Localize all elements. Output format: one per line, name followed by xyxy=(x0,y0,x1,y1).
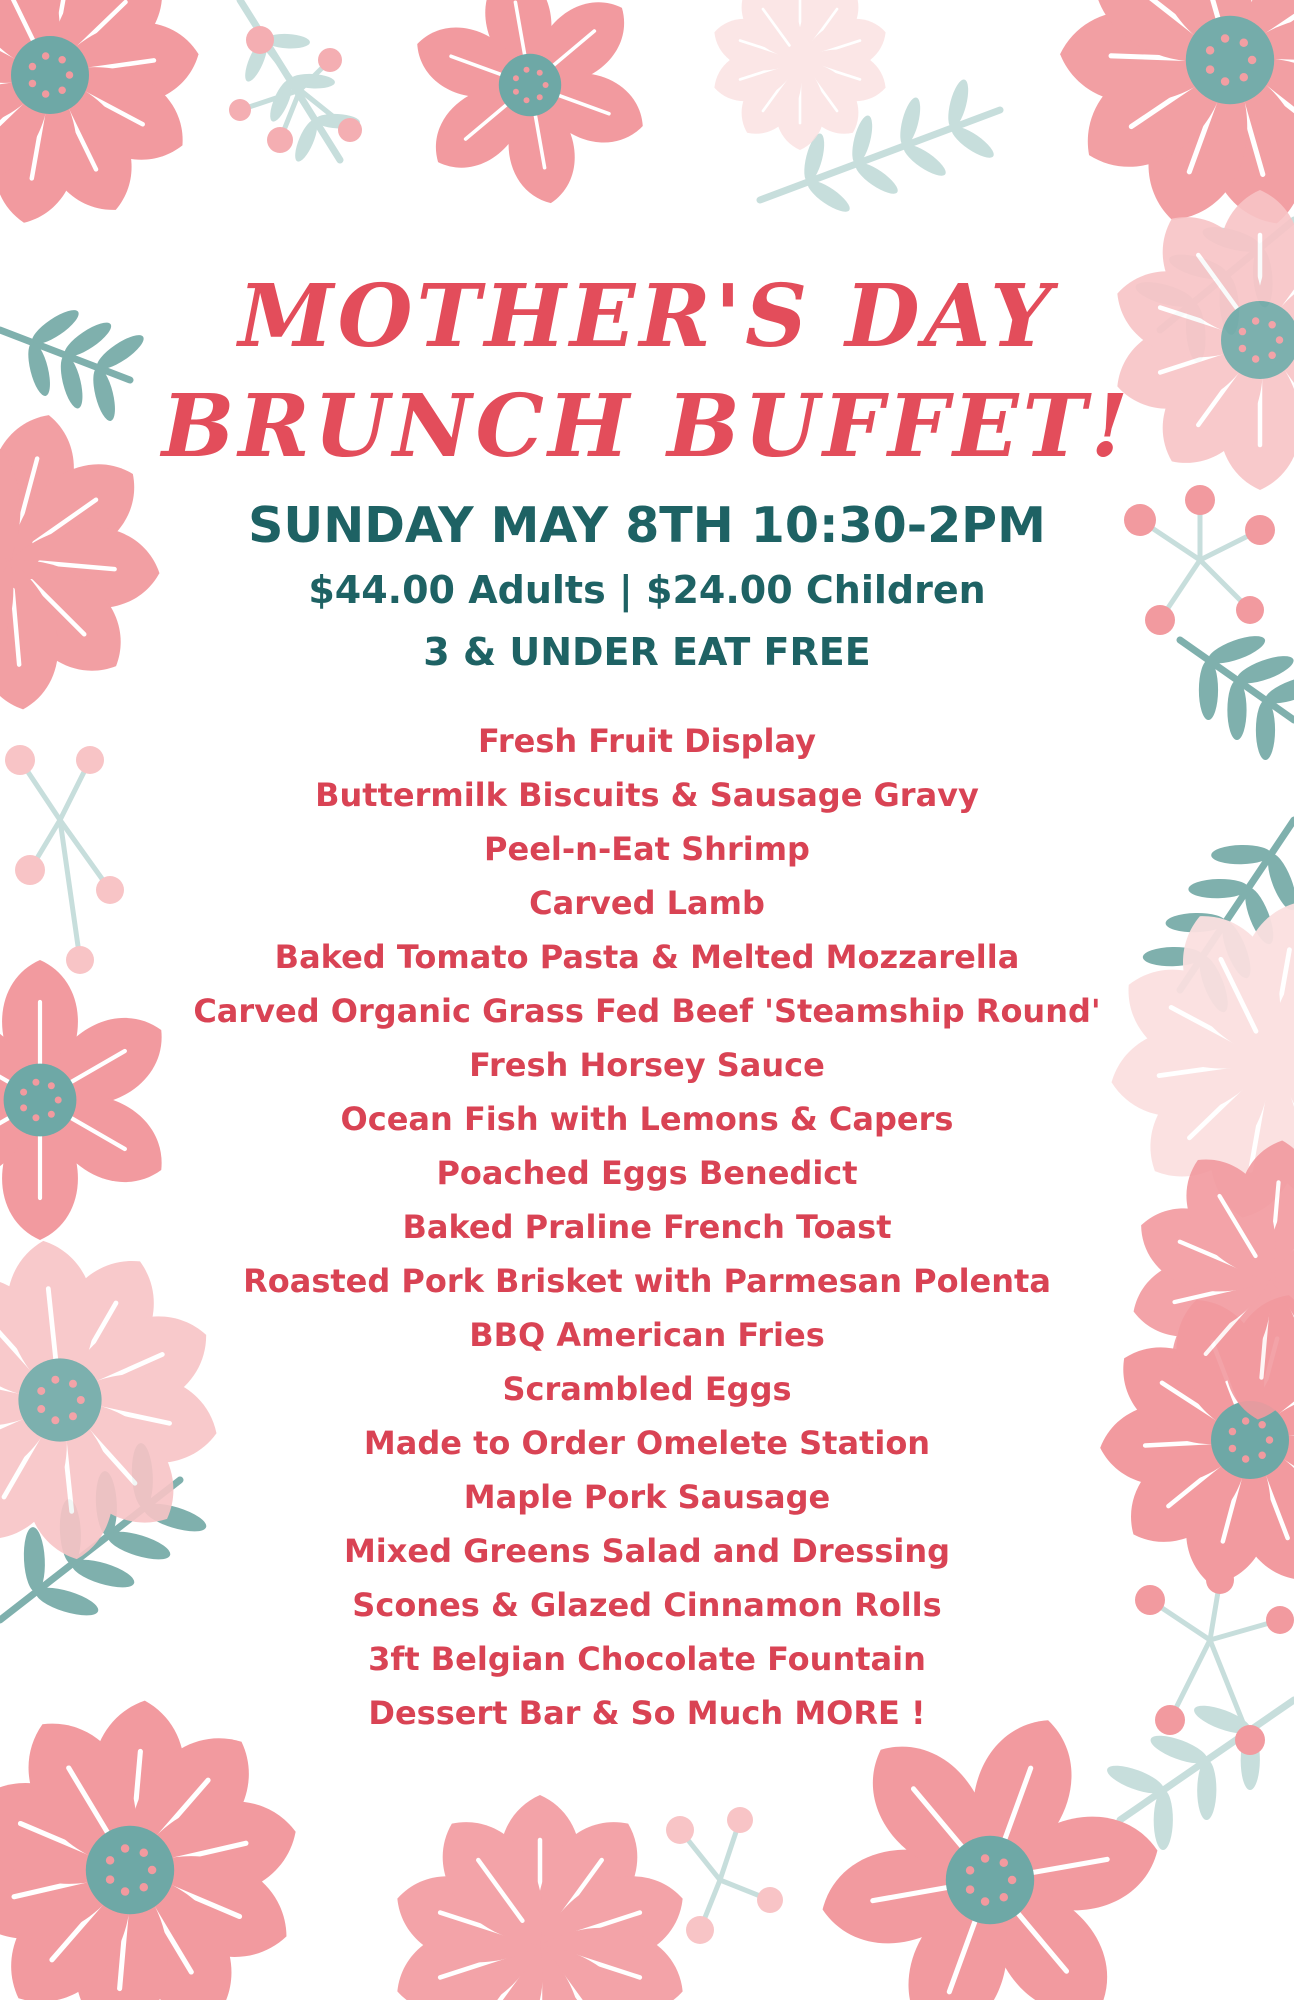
menu-item: Fresh Fruit Display xyxy=(478,722,816,760)
title-line-2: BRUNCH BUFFET! xyxy=(161,376,1133,477)
menu-item: Carved Lamb xyxy=(529,884,765,922)
menu-item: BBQ American Fries xyxy=(469,1316,825,1354)
menu-item: Scones & Glazed Cinnamon Rolls xyxy=(352,1586,942,1624)
event-prices: $44.00 Adults | $24.00 Children xyxy=(308,568,986,612)
menu-item: Baked Praline French Toast xyxy=(402,1208,892,1246)
menu-item: Poached Eggs Benedict xyxy=(436,1154,858,1192)
menu-item: Buttermilk Biscuits & Sausage Gravy xyxy=(315,776,979,814)
title-line-1: MOTHER'S DAY xyxy=(238,266,1056,367)
menu-item: Peel-n-Eat Shrimp xyxy=(484,830,810,868)
menu-item: Fresh Horsey Sauce xyxy=(469,1046,825,1084)
menu-item: Made to Order Omelete Station xyxy=(363,1424,931,1462)
menu-item: Carved Organic Grass Fed Beef 'Steamship Round' xyxy=(193,992,1101,1030)
menu-list xyxy=(160,714,1134,1740)
menu-item: Baked Tomato Pasta & Melted Mozzarella xyxy=(274,938,1020,976)
menu-item: Scrambled Eggs xyxy=(502,1370,792,1408)
menu-item: Dessert Bar & So Much MORE ! xyxy=(368,1694,926,1732)
menu-item: Maple Pork Sausage xyxy=(463,1478,831,1516)
menu-item: Roasted Pork Brisket with Parmesan Polenta xyxy=(243,1262,1051,1300)
menu-item: Ocean Fish with Lemons & Capers xyxy=(340,1100,954,1138)
menu-item: Mixed Greens Salad and Dressing xyxy=(343,1532,951,1570)
event-date: SUNDAY MAY 8TH 10:30-2PM xyxy=(248,497,1046,554)
menu-item: 3ft Belgian Chocolate Fountain xyxy=(368,1640,926,1678)
kids-free-note: 3 & UNDER EAT FREE xyxy=(423,630,871,674)
